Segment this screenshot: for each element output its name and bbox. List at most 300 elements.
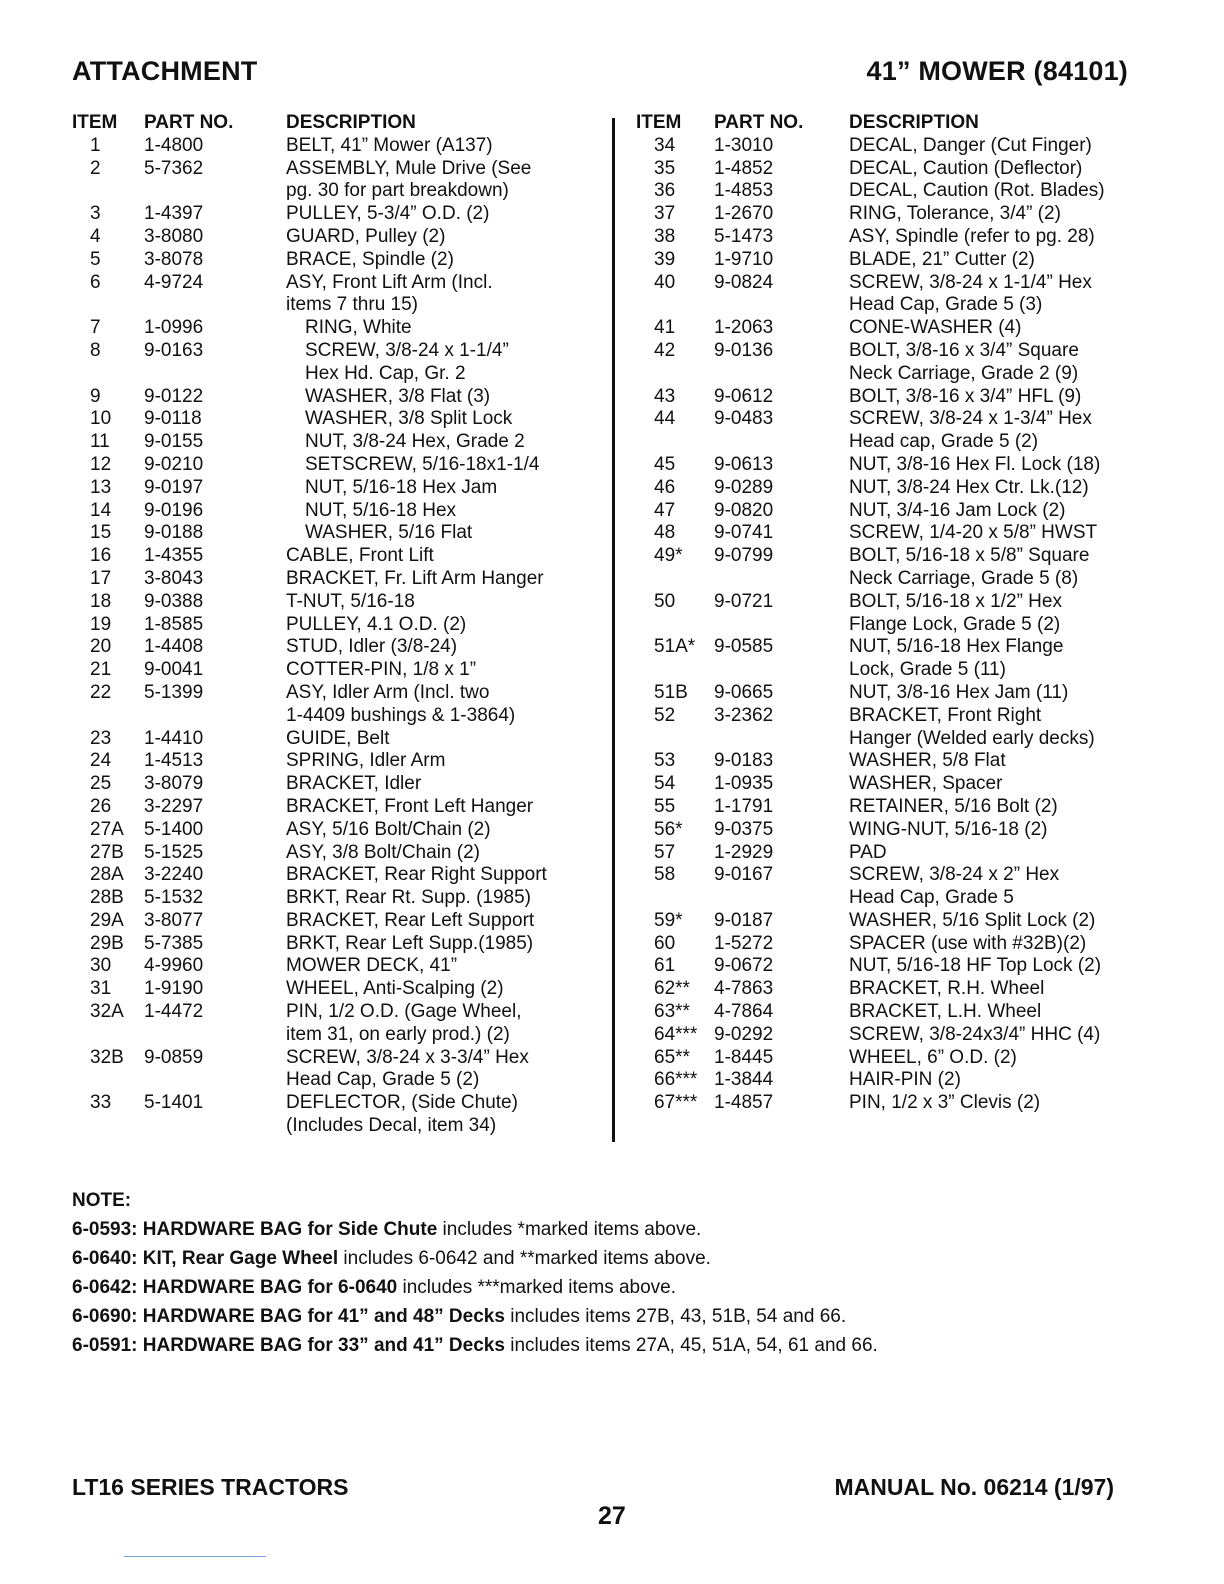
part-number: 3-8078 — [144, 248, 204, 270]
part-number: 9-0859 — [144, 1046, 204, 1068]
item-number: 7 — [90, 317, 101, 339]
footer-manual: MANUAL No. 06214 (1/97) — [834, 1474, 1114, 1500]
table-row — [72, 158, 612, 204]
description-line: SCREW, 3/8-24 x 2” Hex — [849, 864, 1060, 886]
item-number: 60 — [654, 932, 676, 954]
footer-series: LT16 SERIES TRACTORS — [72, 1474, 349, 1500]
part-description — [849, 249, 1136, 272]
description-line: STUD, Idler (3/8-24) — [286, 636, 458, 658]
item-number: 66*** — [654, 1069, 698, 1091]
parts-table-right — [636, 112, 1136, 1115]
table-row — [72, 682, 612, 728]
part-number: 9-0187 — [714, 909, 774, 931]
item-number: 53 — [654, 750, 676, 772]
part-description — [849, 910, 1136, 933]
description-line: DECAL, Caution (Deflector) — [849, 157, 1083, 179]
part-description — [286, 408, 612, 431]
description-line: BOLT, 5/16-18 x 1/2” Hex — [849, 590, 1062, 612]
description-line: ASY, Front Lift Arm (Incl. — [286, 271, 493, 293]
item-number: 15 — [90, 522, 112, 544]
part-number: 9-0183 — [714, 750, 774, 772]
part-number: 9-0665 — [714, 681, 774, 703]
description-line: SCREW, 3/8-24 x 1-1/4” Hex — [849, 271, 1092, 293]
item-number: 27B — [90, 841, 124, 863]
part-number: 9-0741 — [714, 522, 774, 544]
item-number: 36 — [654, 180, 676, 202]
part-number: 9-0820 — [714, 499, 774, 521]
item-number: 1 — [90, 134, 101, 156]
table-row — [636, 819, 1136, 842]
part-number: 9-0122 — [144, 385, 204, 407]
item-number: 16 — [90, 545, 112, 567]
note-text: includes ***marked items above. — [397, 1277, 677, 1298]
part-description — [286, 386, 612, 409]
part-description — [849, 955, 1136, 978]
part-description — [286, 226, 612, 249]
part-number: 5-1525 — [144, 841, 204, 863]
part-description — [849, 408, 1136, 454]
part-description — [849, 750, 1136, 773]
col-part-header: PART NO. — [714, 112, 804, 133]
item-number: 38 — [654, 225, 676, 247]
table-row — [72, 819, 612, 842]
description-line: BRACKET, R.H. Wheel — [849, 978, 1045, 1000]
part-number: 1-4853 — [714, 180, 774, 202]
table-row — [72, 864, 612, 887]
table-row — [72, 203, 612, 226]
item-number: 37 — [654, 203, 676, 225]
description-line: PULLEY, 4.1 O.D. (2) — [286, 613, 467, 635]
table-row — [72, 545, 612, 568]
description-line: T-NUT, 5/16-18 — [286, 590, 415, 612]
part-number: 9-0612 — [714, 385, 774, 407]
part-description — [849, 135, 1136, 158]
item-number: 14 — [90, 499, 112, 521]
description-line: ASY, 5/16 Bolt/Chain (2) — [286, 818, 491, 840]
part-description — [286, 933, 612, 956]
description-line: PULLEY, 5-3/4” O.D. (2) — [286, 203, 490, 225]
part-description — [849, 1092, 1136, 1115]
part-description — [286, 955, 612, 978]
description-line: SPRING, Idler Arm — [286, 750, 446, 772]
part-description — [849, 978, 1136, 1001]
table-row — [636, 636, 1136, 682]
part-number: 9-0292 — [714, 1023, 774, 1045]
parts-rows-right — [636, 135, 1136, 1115]
part-number: 9-0388 — [144, 590, 204, 612]
item-number: 39 — [654, 248, 676, 270]
item-number: 48 — [654, 522, 676, 544]
description-line: WHEEL, 6” O.D. (2) — [849, 1046, 1017, 1068]
item-number: 31 — [90, 978, 112, 1000]
item-number: 30 — [90, 955, 112, 977]
item-number: 12 — [90, 453, 112, 475]
description-line: BRACE, Spindle (2) — [286, 248, 454, 270]
item-number: 21 — [90, 659, 112, 681]
description-line: (Includes Decal, item 34) — [286, 1115, 497, 1137]
table-row — [636, 340, 1136, 386]
description-line: BOLT, 3/8-16 x 3/4” Square — [849, 339, 1079, 361]
part-number: 1-4410 — [144, 727, 204, 749]
part-description — [849, 477, 1136, 500]
col-desc-header: DESCRIPTION — [286, 112, 416, 133]
part-number: 5-7362 — [144, 157, 204, 179]
table-header — [72, 112, 612, 135]
item-number: 63** — [654, 1001, 690, 1023]
item-number: 6 — [90, 271, 101, 293]
note-title: KIT, Rear Gage Wheel — [142, 1248, 339, 1269]
note-title: HARDWARE BAG for Side Chute — [142, 1219, 438, 1240]
table-row — [636, 203, 1136, 226]
description-line: NUT, 3/8-16 Hex Jam (11) — [849, 681, 1069, 703]
description-line: NUT, 5/16-18 Hex Flange — [849, 636, 1064, 658]
table-row — [72, 500, 612, 523]
part-description — [849, 1001, 1136, 1024]
table-row — [72, 249, 612, 272]
table-row — [636, 545, 1136, 591]
part-number: 4-7864 — [714, 1001, 774, 1023]
table-row — [636, 226, 1136, 249]
part-description — [286, 682, 612, 728]
item-number: 58 — [654, 864, 676, 886]
notes-title: NOTE: — [72, 1190, 132, 1211]
note-line — [72, 1331, 878, 1360]
item-number: 20 — [90, 636, 112, 658]
part-number: 1-2929 — [714, 841, 774, 863]
item-number: 46 — [654, 476, 676, 498]
part-number: 3-2240 — [144, 864, 204, 886]
part-description — [286, 522, 612, 545]
description-line: pg. 30 for part breakdown) — [286, 180, 509, 202]
item-number: 25 — [90, 773, 112, 795]
part-description — [286, 614, 612, 637]
item-number: 5 — [90, 248, 101, 270]
item-number: 55 — [654, 795, 676, 817]
table-row — [636, 1001, 1136, 1024]
item-number: 40 — [654, 271, 676, 293]
table-row — [636, 796, 1136, 819]
part-number: 9-0167 — [714, 864, 774, 886]
item-number: 59* — [654, 909, 683, 931]
item-number: 28B — [90, 887, 124, 909]
part-description — [286, 203, 612, 226]
part-number: 5-1400 — [144, 818, 204, 840]
table-row — [72, 910, 612, 933]
item-number: 10 — [90, 408, 112, 430]
col-part-header: PART NO. — [144, 112, 234, 133]
part-number: 1-4857 — [714, 1092, 774, 1114]
part-number: 4-7863 — [714, 978, 774, 1000]
note-line — [72, 1215, 878, 1244]
part-number: 9-0163 — [144, 339, 204, 361]
description-line: SCREW, 1/4-20 x 5/8” HWST — [849, 522, 1098, 544]
table-row — [636, 955, 1136, 978]
description-line: COTTER-PIN, 1/8 x 1” — [286, 659, 477, 681]
part-number: 1-4852 — [714, 157, 774, 179]
part-number: 4-9724 — [144, 271, 204, 293]
table-row — [636, 978, 1136, 1001]
item-number: 2 — [90, 157, 101, 179]
description-line: BELT, 41” Mower (A137) — [286, 134, 493, 156]
part-number: 1-2063 — [714, 317, 774, 339]
part-number: 1-0935 — [714, 773, 774, 795]
note-code: 6-0591: — [72, 1335, 138, 1356]
table-row — [72, 614, 612, 637]
part-description — [286, 864, 612, 887]
description-line: WHEEL, Anti-Scalping (2) — [286, 978, 504, 1000]
description-line: RETAINER, 5/16 Bolt (2) — [849, 795, 1058, 817]
col-desc-header: DESCRIPTION — [849, 112, 979, 133]
item-number: 41 — [654, 317, 676, 339]
table-row — [636, 864, 1136, 910]
table-row — [72, 955, 612, 978]
description-line: NUT, 3/8-16 Hex Fl. Lock (18) — [849, 453, 1101, 475]
table-row — [72, 568, 612, 591]
page-number: 27 — [598, 1502, 626, 1530]
table-row — [72, 522, 612, 545]
table-row — [636, 933, 1136, 956]
part-description — [849, 682, 1136, 705]
description-line: Head Cap, Grade 5 (2) — [286, 1069, 480, 1091]
table-row — [72, 636, 612, 659]
table-row — [636, 272, 1136, 318]
description-line: Flange Lock, Grade 5 (2) — [849, 613, 1061, 635]
description-line: BRKT, Rear Rt. Supp. (1985) — [286, 887, 531, 909]
description-line: Neck Carriage, Grade 5 (8) — [849, 567, 1079, 589]
table-row — [72, 272, 612, 318]
part-description — [286, 568, 612, 591]
item-number: 33 — [90, 1092, 112, 1114]
part-description — [849, 226, 1136, 249]
description-line: BOLT, 3/8-16 x 3/4” HFL (9) — [849, 385, 1082, 407]
item-number: 51A* — [654, 636, 696, 658]
description-line: Head Cap, Grade 5 — [849, 887, 1014, 909]
description-line: ASSEMBLY, Mule Drive (See — [286, 157, 532, 179]
part-number: 5-1401 — [144, 1092, 204, 1114]
table-row — [72, 135, 612, 158]
note-code: 6-0690: — [72, 1306, 138, 1327]
part-number: 9-0375 — [714, 818, 774, 840]
item-number: 62** — [654, 978, 690, 1000]
table-row — [636, 408, 1136, 454]
item-number: 43 — [654, 385, 676, 407]
note-text: includes items 27A, 45, 51A, 54, 61 and 66. — [504, 1335, 878, 1356]
description-line: SCREW, 3/8-24x3/4” HHC (4) — [849, 1023, 1101, 1045]
item-number: 64*** — [654, 1023, 698, 1045]
item-number: 35 — [654, 157, 676, 179]
part-number: 9-0483 — [714, 408, 774, 430]
description-line: BRACKET, Front Left Hanger — [286, 795, 534, 817]
part-description — [849, 819, 1136, 842]
table-row — [72, 317, 612, 340]
description-line: MOWER DECK, 41” — [286, 955, 458, 977]
part-number: 1-4408 — [144, 636, 204, 658]
model-title: 41” MOWER (84101) — [866, 56, 1128, 86]
note-text: includes items 27B, 43, 51B, 54 and 66. — [504, 1306, 847, 1327]
note-line — [72, 1302, 878, 1331]
description-line: BRACKET, Rear Right Support — [286, 864, 547, 886]
description-line: Head cap, Grade 5 (2) — [849, 431, 1039, 453]
part-description — [849, 545, 1136, 591]
part-number: 9-0197 — [144, 476, 204, 498]
item-number: 50 — [654, 590, 676, 612]
table-row — [72, 591, 612, 614]
description-line: Hanger (Welded early decks) — [849, 727, 1095, 749]
table-row — [636, 180, 1136, 203]
note-title: HARDWARE BAG for 41” and 48” Decks — [142, 1306, 505, 1327]
description-line: SCREW, 3/8-24 x 1-3/4” Hex — [849, 408, 1092, 430]
description-line: WASHER, 5/16 Split Lock (2) — [849, 909, 1096, 931]
part-description — [286, 249, 612, 272]
part-description — [849, 1069, 1136, 1092]
table-row — [72, 659, 612, 682]
part-number: 5-7385 — [144, 932, 204, 954]
description-line: DECAL, Caution (Rot. Blades) — [849, 180, 1105, 202]
part-description — [286, 158, 612, 204]
part-description — [286, 477, 612, 500]
part-number: 9-0188 — [144, 522, 204, 544]
item-number: 44 — [654, 408, 676, 430]
part-description — [849, 796, 1136, 819]
description-line: WASHER, Spacer — [849, 773, 1003, 795]
description-line: CABLE, Front Lift — [286, 545, 434, 567]
part-number: 9-0118 — [144, 408, 202, 430]
description-line: NUT, 3/4-16 Jam Lock (2) — [849, 499, 1066, 521]
description-line: WASHER, 3/8 Split Lock — [305, 408, 513, 430]
part-number: 9-0613 — [714, 453, 774, 475]
part-description — [849, 158, 1136, 181]
part-description — [849, 317, 1136, 340]
item-number: 27A — [90, 818, 124, 840]
table-row — [72, 978, 612, 1001]
description-line: PAD — [849, 841, 887, 863]
part-description — [286, 728, 612, 751]
part-description — [286, 317, 612, 340]
part-description — [286, 750, 612, 773]
description-line: PIN, 1/2 x 3” Clevis (2) — [849, 1092, 1041, 1114]
part-description — [286, 796, 612, 819]
item-number: 11 — [90, 431, 110, 453]
item-number: 29B — [90, 932, 124, 954]
part-number: 3-8080 — [144, 225, 204, 247]
item-number: 49* — [654, 545, 683, 567]
description-line: Hex Hd. Cap, Gr. 2 — [305, 362, 466, 384]
description-line: NUT, 5/16-18 HF Top Lock (2) — [849, 955, 1102, 977]
description-line: SCREW, 3/8-24 x 3-3/4” Hex — [286, 1046, 529, 1068]
part-number: 5-1473 — [714, 225, 774, 247]
item-number: 47 — [654, 499, 676, 521]
description-line: GUIDE, Belt — [286, 727, 390, 749]
description-line: HAIR-PIN (2) — [849, 1069, 961, 1091]
description-line: Head Cap, Grade 5 (3) — [849, 294, 1043, 316]
table-row — [636, 682, 1136, 705]
part-number: 1-4355 — [144, 545, 204, 567]
part-number: 1-8585 — [144, 613, 204, 635]
item-number: 18 — [90, 590, 112, 612]
description-line: BRACKET, Fr. Lift Arm Hanger — [286, 567, 544, 589]
item-number: 24 — [90, 750, 112, 772]
table-row — [72, 226, 612, 249]
part-number: 9-0585 — [714, 636, 774, 658]
part-description — [849, 522, 1136, 545]
table-row — [72, 408, 612, 431]
note-text: includes 6-0642 and **marked items above. — [338, 1248, 711, 1269]
part-number: 1-4472 — [144, 1001, 204, 1023]
part-number: 3-2362 — [714, 704, 774, 726]
part-number: 3-2297 — [144, 795, 204, 817]
item-number: 13 — [90, 476, 112, 498]
part-number: 1-8445 — [714, 1046, 774, 1068]
part-description — [286, 1047, 612, 1093]
part-description — [849, 454, 1136, 477]
item-number: 52 — [654, 704, 676, 726]
table-row — [72, 477, 612, 500]
table-row — [636, 750, 1136, 773]
description-line: CONE-WASHER (4) — [849, 317, 1022, 339]
description-line: DEFLECTOR, (Side Chute) — [286, 1092, 518, 1114]
description-line: NUT, 3/8-24 Hex, Grade 2 — [305, 431, 525, 453]
table-row — [72, 842, 612, 865]
table-row — [636, 773, 1136, 796]
table-row — [636, 522, 1136, 545]
table-row — [636, 1069, 1136, 1092]
col-item-header: ITEM — [72, 112, 118, 133]
part-number: 1-3010 — [714, 134, 774, 156]
part-description — [286, 819, 612, 842]
table-row — [636, 1047, 1136, 1070]
description-line: DECAL, Danger (Cut Finger) — [849, 134, 1092, 156]
part-description — [849, 272, 1136, 318]
item-number: 34 — [654, 134, 676, 156]
part-number: 1-4397 — [144, 203, 204, 225]
part-description — [286, 135, 612, 158]
item-number: 9 — [90, 385, 101, 407]
item-number: 61 — [654, 955, 676, 977]
description-line: ASY, Spindle (refer to pg. 28) — [849, 225, 1095, 247]
table-row — [636, 910, 1136, 933]
part-number: 1-2670 — [714, 203, 774, 225]
description-line: BRACKET, Front Right — [849, 704, 1042, 726]
scan-artifact-line — [124, 1556, 266, 1557]
description-line: PIN, 1/2 O.D. (Gage Wheel, — [286, 1001, 522, 1023]
description-line: GUARD, Pulley (2) — [286, 225, 446, 247]
description-line: BRACKET, Idler — [286, 773, 422, 795]
description-line: items 7 thru 15) — [286, 294, 418, 316]
item-number: 65** — [654, 1046, 690, 1068]
description-line: RING, White — [305, 317, 412, 339]
description-line: BRACKET, Rear Left Support — [286, 909, 535, 931]
table-row — [636, 477, 1136, 500]
description-line: ASY, Idler Arm (Incl. two — [286, 681, 490, 703]
table-row — [72, 750, 612, 773]
description-line: Lock, Grade 5 (11) — [849, 659, 1007, 681]
part-description — [286, 773, 612, 796]
table-row — [72, 386, 612, 409]
description-line: Neck Carriage, Grade 2 (9) — [849, 362, 1079, 384]
part-description — [849, 842, 1136, 865]
item-number: 32B — [90, 1046, 124, 1068]
item-number: 26 — [90, 795, 112, 817]
part-description — [286, 454, 612, 477]
note-line — [72, 1244, 878, 1273]
item-number: 67*** — [654, 1092, 698, 1114]
item-number: 3 — [90, 203, 101, 225]
item-number: 23 — [90, 727, 112, 749]
table-row — [72, 796, 612, 819]
table-row — [636, 158, 1136, 181]
part-description — [849, 636, 1136, 682]
table-row — [72, 431, 612, 454]
